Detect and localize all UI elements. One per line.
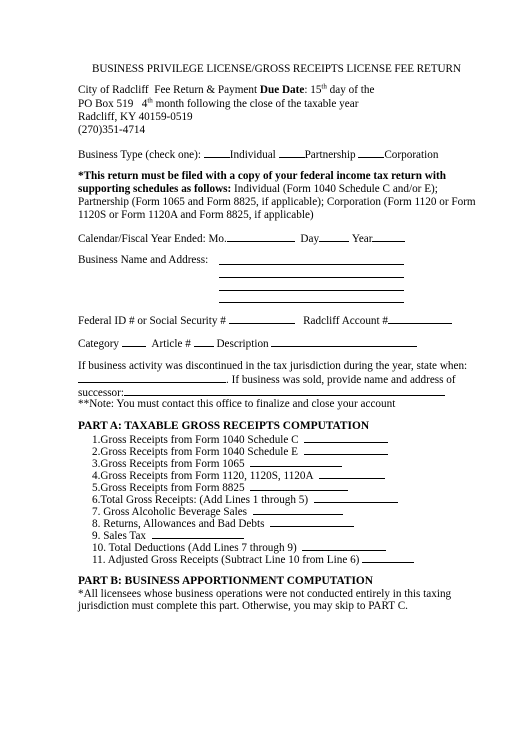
part-a-line-8: 8. Returns, Allowances and Bad Debts (92, 517, 354, 531)
line-5-field[interactable] (250, 481, 348, 491)
fiscal-year-row (78, 232, 405, 246)
description-field[interactable] (271, 337, 417, 347)
filing-notice-line-2: supporting schedules as follows: Individual (Form 1040 Schedule C and/or E); (78, 183, 438, 195)
line-4-field[interactable] (319, 469, 385, 479)
successor-field[interactable] (124, 386, 445, 396)
business-type-label: Business Type (check one): (78, 149, 201, 161)
individual-option: Individual (229, 149, 276, 161)
federal-id-label: Federal ID # or Social Security # (78, 315, 226, 327)
city-name: City of Radcliff (78, 84, 149, 96)
line-2-field[interactable] (304, 445, 388, 455)
part-a-line-5: 5.Gross Receipts from Form 8825 (92, 481, 348, 495)
part-b-text-1: *All licensees whose business operations were not conducted entirely in this taxing (78, 588, 452, 600)
part-a-line-7: 7. Gross Alcoholic Beverage Sales (92, 505, 343, 519)
article-field[interactable] (194, 337, 214, 347)
individual-checkbox-field[interactable] (204, 148, 230, 158)
partnership-option: Partnership (304, 149, 356, 161)
category-field[interactable] (122, 337, 146, 347)
partnership-checkbox-field[interactable] (279, 148, 305, 158)
line-3-field[interactable] (250, 457, 342, 467)
name-address-field-1[interactable] (219, 264, 404, 265)
fee-return-text: Fee Return & Payment (154, 84, 258, 96)
month-field[interactable] (227, 232, 295, 242)
line-6-field[interactable] (314, 493, 398, 503)
part-a-heading: PART A: TAXABLE GROSS RECEIPTS COMPUTATION (78, 420, 370, 432)
address-line-2: PO Box 519 4th month following the close of the taxable year (78, 96, 359, 110)
radcliff-account-field[interactable] (388, 314, 452, 324)
corporation-option: Corporation (384, 149, 439, 161)
discontinued-date-field[interactable] (78, 373, 226, 383)
successor-label: successor: (78, 387, 124, 399)
part-a-line-11: 11. Adjusted Gross Receipts (Subtract Line 10 from Line 6) (92, 553, 414, 567)
filing-notice-line-3: Partnership (Form 1065 and Form 8825, if applicable); Corporation (Form 1120 or Form (78, 196, 476, 208)
business-type-row (78, 148, 438, 162)
part-a-line-10: 10. Total Deductions (Add Lines 7 through 9) (92, 541, 386, 555)
name-address-field-4[interactable] (219, 302, 404, 303)
line-8-field[interactable] (270, 517, 354, 527)
address-line-1: City of Radcliff Fee Return & Payment Due Date: 15th day of the (78, 82, 375, 96)
discontinued-line-2: . If business was sold, provide name and address of (78, 373, 456, 387)
year-field[interactable] (372, 232, 405, 242)
day-field[interactable] (319, 232, 349, 242)
part-a-line-2: 2.Gross Receipts from Form 1040 Schedule E (92, 445, 388, 459)
year-label: Year (351, 233, 373, 245)
line-9-field[interactable] (152, 529, 244, 539)
filing-notice-line-1: *This return must be filed with a copy of your federal income tax return with (78, 170, 446, 182)
day-label: Day (300, 233, 320, 245)
name-address-field-2[interactable] (219, 277, 404, 278)
article-label: Article # (151, 338, 191, 350)
business-name-address-label: Business Name and Address: (78, 254, 209, 266)
federal-id-field[interactable] (229, 314, 295, 324)
close-account-note: **Note: You must contact this office to finalize and close your account (78, 398, 396, 410)
part-b-heading: PART B: BUSINESS APPORTIONMENT COMPUTATION (78, 575, 373, 587)
corporation-checkbox-field[interactable] (358, 148, 384, 158)
part-b-text-2: jurisdiction must complete this part. Otherwise, you may skip to PART C. (78, 600, 408, 612)
ids-row (78, 314, 452, 328)
filing-notice-line-4: 1120S or Form 1120A and Form 8825, if applicable) (78, 209, 314, 221)
po-box: PO Box 519 (78, 98, 134, 110)
line-7-field[interactable] (253, 505, 343, 515)
fiscal-year-label: Calendar/Fiscal Year Ended: Mo. (78, 233, 227, 245)
line-1-field[interactable] (304, 433, 388, 443)
category-label: Category (78, 338, 120, 350)
radcliff-account-label: Radcliff Account # (303, 315, 388, 327)
line-11-field[interactable] (362, 553, 414, 563)
part-a-line-9: 9. Sales Tax (92, 529, 244, 543)
category-row (78, 337, 417, 351)
due-date-label: Due Date (259, 84, 305, 96)
part-a-line-1: 1.Gross Receipts from Form 1040 Schedule C (92, 433, 388, 447)
description-label: Description (216, 338, 269, 350)
phone-number: (270)351-4714 (78, 124, 146, 136)
discontinued-line-1: If business activity was discontinued in the tax jurisdiction during the year, state when: (78, 360, 468, 372)
part-a-line-3: 3.Gross Receipts from Form 1065 (92, 457, 342, 471)
part-a-line-4: 4.Gross Receipts from Form 1120, 1120S, 1120A (92, 469, 385, 483)
name-address-field-3[interactable] (219, 290, 404, 291)
part-a-line-6: 6.Total Gross Receipts: (Add Lines 1 through 5) (92, 493, 398, 507)
form-title: BUSINESS PRIVILEGE LICENSE/GROSS RECEIPTS LICENSE FEE RETURN (92, 63, 461, 75)
address-line-3: Radcliff, KY 40159-0519 (78, 111, 193, 123)
line-10-field[interactable] (302, 541, 386, 551)
